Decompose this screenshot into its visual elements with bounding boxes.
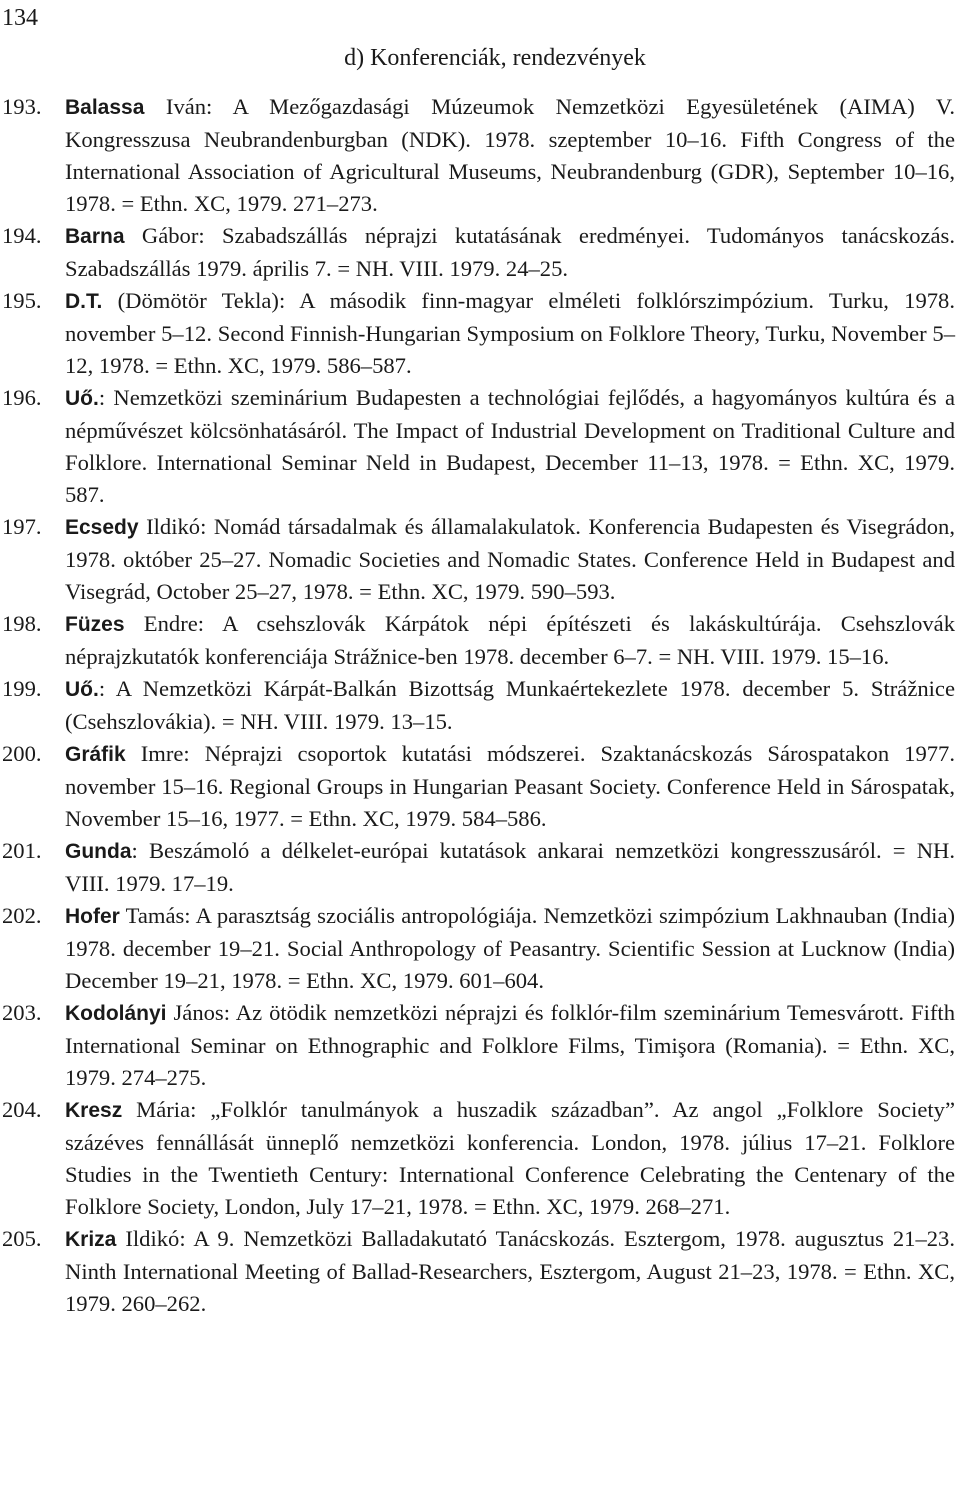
- entry-number: 205.: [2, 1226, 42, 1251]
- entry-number: 201.: [2, 838, 42, 863]
- bibliography-entry: [0, 738, 955, 835]
- entry-author: Füzes: [65, 613, 125, 636]
- entry-author: Kriza: [65, 1228, 117, 1251]
- entry-number: 193.: [2, 94, 42, 119]
- entry-text: Tamás: A parasztság szociális antropológiája. Nemzetközi szimpózium Lakhnauban (India) 1978. december 19–21. Social Anthropology of Peasantry. Scientific Session at Lucknow (India) December 19–21, 1978. = Ethn. XC, 1979. 601–604.: [65, 903, 955, 993]
- entry-author: Ecsedy: [65, 516, 139, 539]
- entry-text: Endre: A csehszlovák Kárpátok népi építészeti és lakáskultúrája. Csehszlovák néprajzkutatók konferenciája Strážnice-ben 1978. december 6–7. = NH. VIII. 1979. 15–16.: [65, 611, 955, 669]
- bibliography-list: [0, 91, 955, 1320]
- entry-text: Mária: „Folklór tanulmányok a huszadik században”. Az angol „Folklore Society” százéves fennállását ünneplő nemzetközi konferencia. London, 1978. július 17–21. Folklore Studies in the Twentieth Century: International Conference Celebrating the Centenary of the Folklore Society, London, July 17–21, 1978. = Ethn. XC, 1979. 268–271.: [65, 1097, 955, 1219]
- entry-number: 198.: [2, 611, 42, 636]
- bibliography-entry: [0, 835, 955, 900]
- bibliography-entry: [0, 285, 955, 382]
- bibliography-entry: [0, 91, 955, 220]
- bibliography-entry: [0, 673, 955, 738]
- bibliography-entry: [0, 1223, 955, 1320]
- entry-author: Gunda: [65, 840, 132, 863]
- entry-number: 195.: [2, 288, 42, 313]
- entry-number: 197.: [2, 514, 42, 539]
- entry-number: 194.: [2, 223, 42, 248]
- entry-text: Iván: A Mezőgazdasági Múzeumok Nemzetközi Egyesületének (AIMA) V. Kongresszusa Neubrandenburgban (NDK). 1978. szeptember 10–16. Fifth Congress of the International Association of Agricultural Museums, Neubrandenburg (GDR), September 10–16, 1978. = Ethn. XC, 1979. 271–273.: [65, 94, 955, 216]
- entry-number: 203.: [2, 1000, 42, 1025]
- entry-text: : Beszámoló a délkelet-európai kutatások ankarai nemzetközi kongresszusáról. = NH. VIII. 1979. 17–19.: [65, 838, 955, 896]
- entry-text: Gábor: Szabadszállás néprajzi kutatásának eredményei. Tudományos tanácskozás. Szabadszállás 1979. április 7. = NH. VIII. 1979. 24–25.: [65, 223, 955, 281]
- entry-number: 204.: [2, 1097, 42, 1122]
- bibliography-entry: [0, 900, 955, 997]
- entry-text: (Dömötör Tekla): A második finn-magyar elméleti folklórszimpózium. Turku, 1978. november 5–12. Second Finnish-Hungarian Symposium on Folklore Theory, Turku, November 5–12, 1978. = Ethn. XC, 1979. 586–587.: [65, 288, 955, 378]
- entry-text: Imre: Néprajzi csoportok kutatási módszerei. Szaktanácskozás Sárospatakon 1977. november 15–16. Regional Groups in Hungarian Peasant Society. Conference Held in Sárospatak, November 15–16, 1977. = Ethn. XC, 1979. 584–586.: [65, 741, 955, 831]
- bibliography-entry: [0, 1094, 955, 1223]
- entry-author: Kresz: [65, 1099, 123, 1122]
- entry-author: Kodolányi: [65, 1002, 167, 1025]
- page-number: 134: [2, 5, 38, 31]
- section-heading: d) Konferenciák, rendezvények: [344, 45, 646, 71]
- entry-author: Balassa: [65, 96, 145, 119]
- entry-text: János: Az ötödik nemzetközi néprajzi és folklór-film szeminárium Temesvárott. Fifth International Seminar on Ethnographic and Folklore Films, Timişora (Romania). = Ethn. XC, 1979. 274–275.: [65, 1000, 955, 1090]
- bibliography-entry: [0, 608, 955, 673]
- entry-author: Barna: [65, 225, 125, 248]
- entry-author: Uő.: [65, 387, 99, 410]
- entry-author: Gráfik: [65, 743, 126, 766]
- entry-number: 196.: [2, 385, 42, 410]
- bibliography-entry: [0, 997, 955, 1094]
- bibliography-entry: [0, 220, 955, 285]
- entry-text: : A Nemzetközi Kárpát-Balkán Bizottság Munkaértekezlete 1978. december 5. Strážnice (Csehszlovákia). = NH. VIII. 1979. 13–15.: [65, 676, 955, 734]
- bibliography-entry: [0, 382, 955, 511]
- entry-number: 202.: [2, 903, 42, 928]
- entry-author: Uő.: [65, 678, 99, 701]
- bibliography-entry: [0, 511, 955, 608]
- entry-number: 199.: [2, 676, 42, 701]
- entry-text: Ildikó: Nomád társadalmak és államalakulatok. Konferencia Budapesten és Visegrádon, 1978. október 25–27. Nomadic Societies and Nomadic States. Conference Held in Budapest and Visegrád, October 25–27, 1978. = Ethn. XC, 1979. 590–593.: [65, 514, 955, 604]
- entry-author: D.T.: [65, 290, 103, 313]
- entry-text: Ildikó: A 9. Nemzetközi Balladakutató Tanácskozás. Esztergom, 1978. augusztus 21–23. Ninth International Meeting of Ballad-Researchers, Esztergom, August 21–23, 1978. = Ethn. XC, 1979. 260–262.: [65, 1226, 955, 1316]
- entry-text: : Nemzetközi szeminárium Budapesten a technológiai fejlődés, a hagyományos kultúra és a népművészet kölcsönhatásáról. The Impact of Industrial Development on Traditional Culture and Folklore. International Seminar Neld in Budapest, December 11–13, 1978. = Ethn. XC, 1979. 587.: [65, 385, 955, 507]
- entry-number: 200.: [2, 741, 42, 766]
- entry-author: Hofer: [65, 905, 120, 928]
